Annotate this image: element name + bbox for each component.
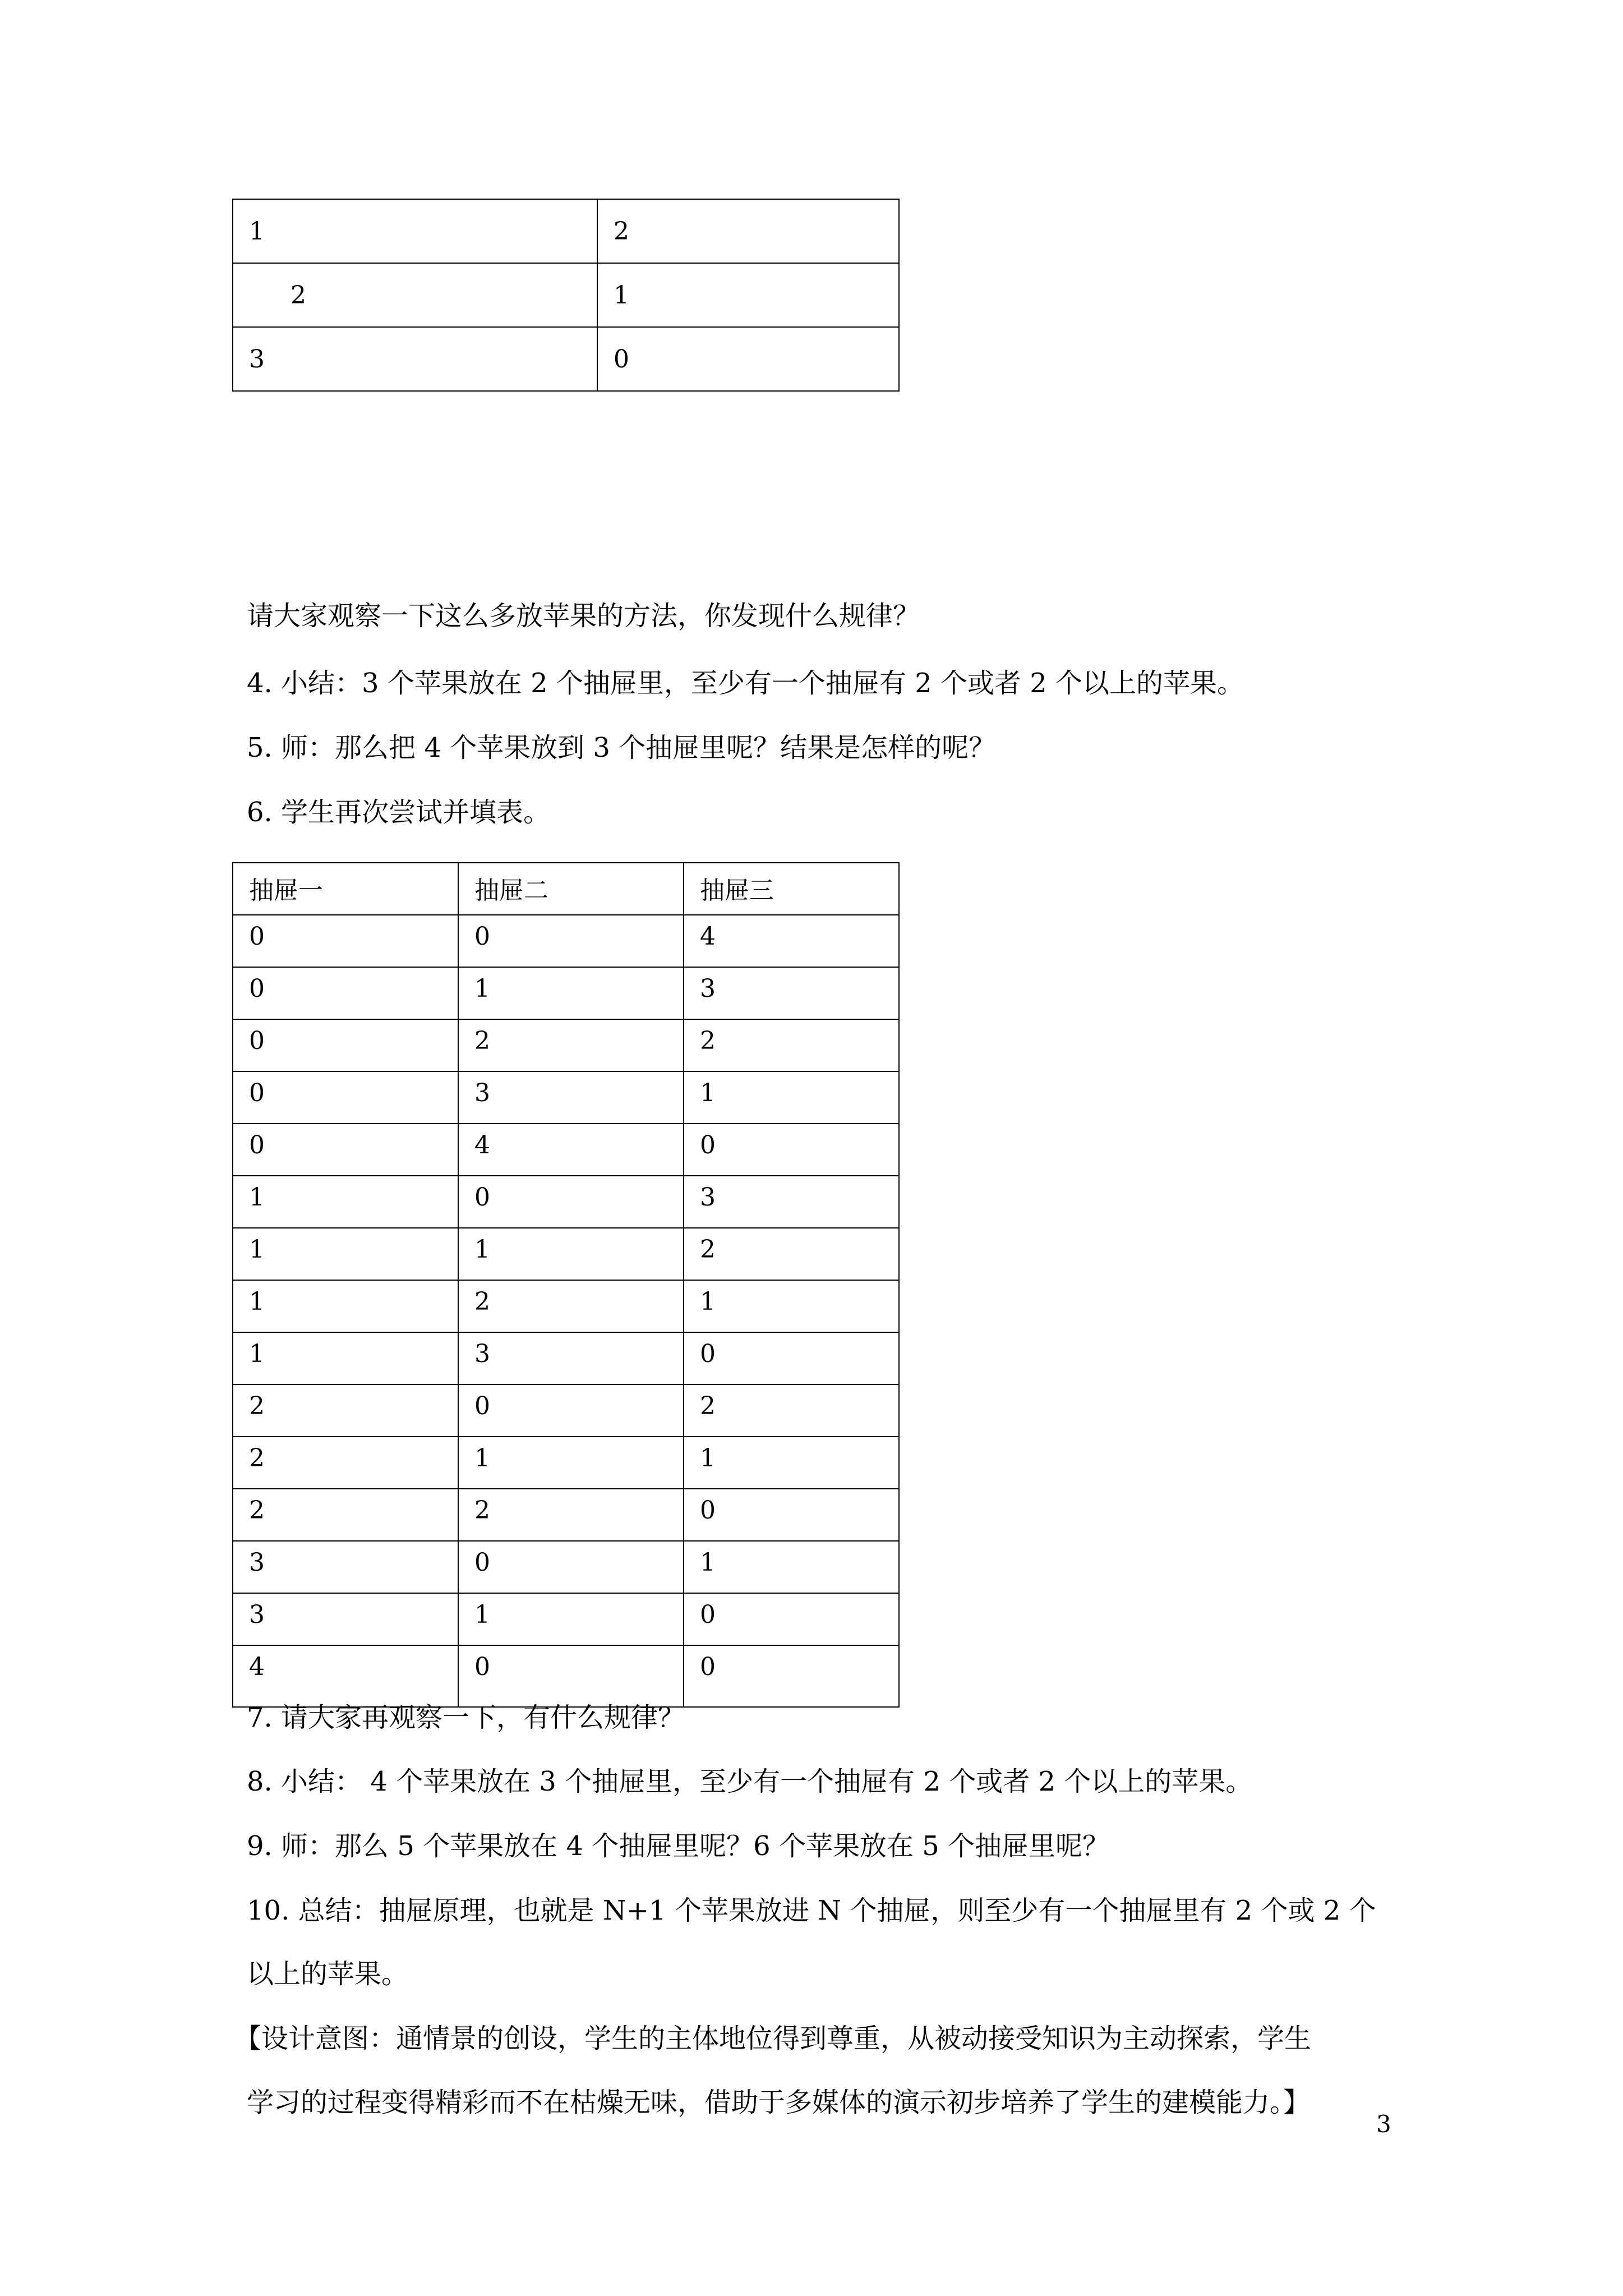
table-cell: 2	[233, 263, 597, 327]
table-row	[233, 1071, 899, 1124]
table-row	[233, 327, 899, 391]
table-cell: 0	[458, 1384, 684, 1437]
table-cell: 3	[458, 1332, 684, 1384]
table-cell: 1	[233, 1176, 458, 1228]
table-cell: 3	[233, 1593, 458, 1645]
table-cell: 0	[684, 1489, 899, 1541]
paragraph: 请大家观察一下这么多放苹果的方法，你发现什么规律？	[247, 600, 920, 632]
table-cell: 0	[684, 1593, 899, 1645]
table-cell: 2	[684, 1228, 899, 1280]
table-cell: 0	[458, 1645, 684, 1707]
table-row	[233, 1228, 899, 1280]
design-intent-note-continuation: 学习的过程变得精彩而不在枯燥无味，借助于多媒体的演示初步培养了学生的建模能力。】	[247, 2087, 1311, 2118]
table-cell: 0	[233, 1124, 458, 1176]
table-cell: 2	[233, 1437, 458, 1489]
table-cell: 3	[684, 967, 899, 1019]
table-row	[233, 199, 899, 263]
table-row	[233, 1280, 899, 1332]
drawer-distribution-table	[232, 862, 900, 1708]
paragraph: 10. 总结：抽屉原理，也就是 N+1 个苹果放进 N 个抽屉，则至少有一个抽屉里有 2 个或 2 个	[247, 1895, 1376, 1926]
table-cell: 2	[458, 1280, 684, 1332]
distribution-table-small	[232, 199, 900, 392]
paragraph: 6. 学生再次尝试并填表。	[247, 797, 551, 828]
table-cell: 1	[458, 967, 684, 1019]
table-cell: 1	[684, 1071, 899, 1124]
table-cell: 0	[233, 967, 458, 1019]
column-header: 抽屉一	[233, 863, 458, 915]
page-number: 3	[1376, 2110, 1391, 2138]
table-row	[233, 1437, 899, 1489]
table-cell: 1	[684, 1280, 899, 1332]
table-cell: 2	[684, 1384, 899, 1437]
table-cell: 2	[233, 1489, 458, 1541]
paragraph: 7. 请大家再观察一下，有什么规律？	[247, 1702, 685, 1733]
table-cell: 0	[233, 1019, 458, 1071]
table-cell: 3	[458, 1071, 684, 1124]
table-cell: 1	[233, 1228, 458, 1280]
table-row	[233, 915, 899, 967]
paragraph: 4. 小结：3 个苹果放在 2 个抽屉里，至少有一个抽屉有 2 个或者 2 个以上的苹果。	[247, 668, 1244, 699]
table-cell: 1	[684, 1437, 899, 1489]
paragraph: 8. 小结： 4 个苹果放在 3 个抽屉里，至少有一个抽屉有 2 个或者 2 个以上的苹果。	[247, 1766, 1253, 1797]
table-cell: 3	[233, 327, 597, 391]
table-cell: 0	[458, 1176, 684, 1228]
table-cell: 1	[458, 1228, 684, 1280]
paragraph: 9. 师：那么 5 个苹果放在 4 个抽屉里呢？6 个苹果放在 5 个抽屉里呢？	[247, 1830, 1110, 1862]
design-intent-note: 【设计意图：通情景的创设，学生的主体地位得到尊重，从被动接受知识为主动探索，学生	[234, 2023, 1312, 2054]
table-cell: 1	[233, 199, 597, 263]
table-row	[233, 1332, 899, 1384]
table-row	[233, 1541, 899, 1593]
table-cell: 4	[684, 915, 899, 967]
table-cell: 0	[684, 1124, 899, 1176]
table-row	[233, 967, 899, 1019]
table-cell: 0	[597, 327, 899, 391]
table-cell: 2	[684, 1019, 899, 1071]
table-row	[233, 1384, 899, 1437]
column-header: 抽屉三	[684, 863, 899, 915]
table-row	[233, 1176, 899, 1228]
table-cell: 0	[684, 1332, 899, 1384]
table-cell: 0	[233, 1071, 458, 1124]
table-cell: 3	[684, 1176, 899, 1228]
table-row	[233, 1489, 899, 1541]
table-header-row	[233, 863, 899, 915]
table-cell: 1	[458, 1593, 684, 1645]
table-cell: 0	[458, 1541, 684, 1593]
table-cell: 0	[233, 915, 458, 967]
column-header: 抽屉二	[458, 863, 684, 915]
table-cell: 4	[458, 1124, 684, 1176]
table-cell: 1	[233, 1280, 458, 1332]
table-cell: 0	[458, 915, 684, 967]
table-cell: 1	[458, 1437, 684, 1489]
table-row	[233, 263, 899, 327]
table-row	[233, 1593, 899, 1645]
table-row	[233, 1124, 899, 1176]
table-cell: 4	[233, 1645, 458, 1707]
table-cell: 0	[684, 1645, 899, 1707]
table-cell: 3	[233, 1541, 458, 1593]
table-row	[233, 1645, 899, 1707]
table-cell: 1	[233, 1332, 458, 1384]
table-cell: 1	[684, 1541, 899, 1593]
table-cell: 2	[597, 199, 899, 263]
table-row	[233, 1019, 899, 1071]
table-cell: 2	[458, 1019, 684, 1071]
table-cell: 2	[233, 1384, 458, 1437]
table-cell: 2	[458, 1489, 684, 1541]
table-cell: 1	[597, 263, 899, 327]
paragraph: 5. 师：那么把 4 个苹果放到 3 个抽屉里呢？结果是怎样的呢？	[247, 732, 996, 763]
paragraph-continuation: 以上的苹果。	[247, 1958, 409, 1990]
